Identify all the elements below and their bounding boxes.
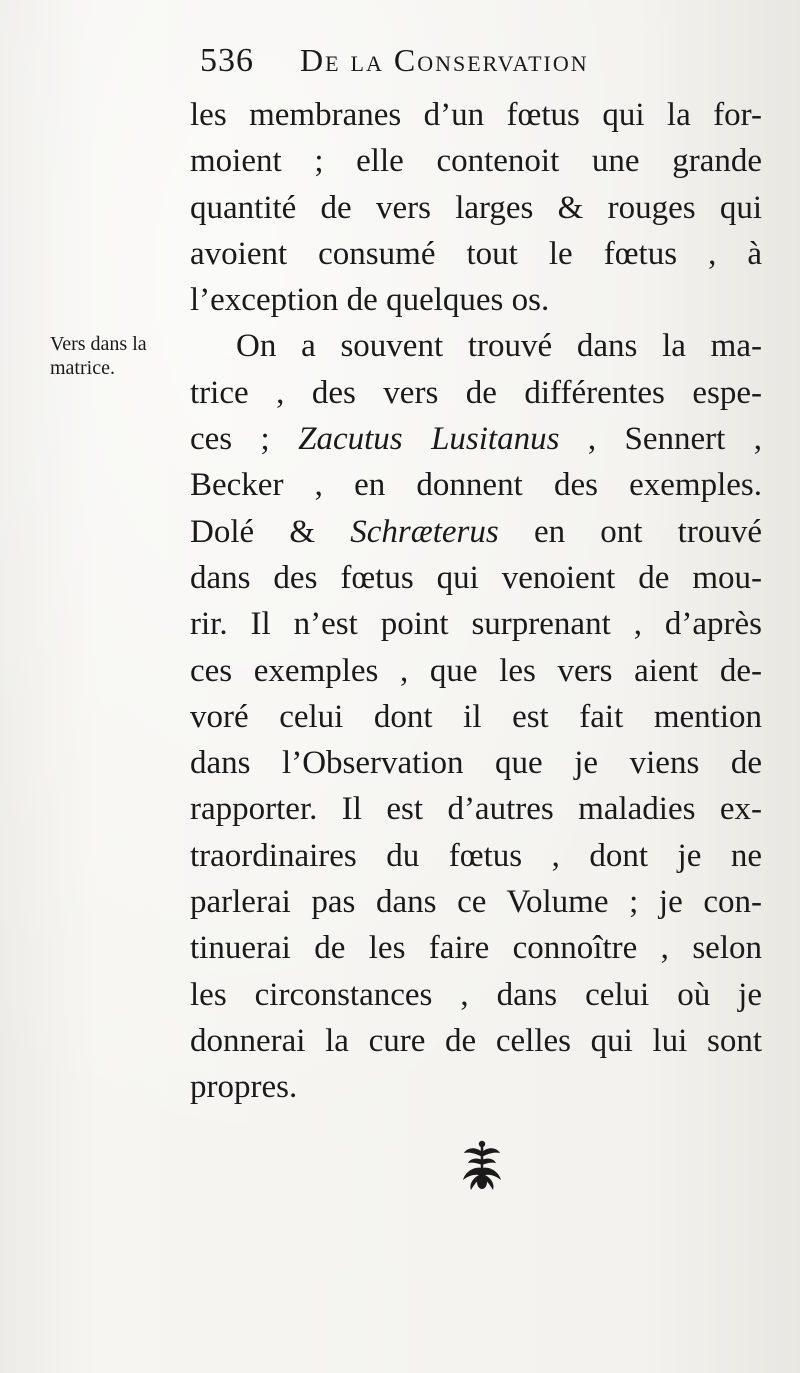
text-line: On a souvent trouvé dans la ma- [236, 328, 762, 365]
margin-note-line: matrice. [50, 357, 115, 379]
running-title: De la Conservation [300, 42, 589, 78]
text-line: ces ; Zacutus Lusitanus , Sennert , [190, 421, 762, 458]
author-name-italic: Schræterus [350, 513, 499, 550]
text-line: rapporter. Il est d’autres maladies ex- [190, 791, 762, 828]
fleuron-ornament-icon [459, 1138, 505, 1192]
text-line: les membranes d’un fœtus qui la for- [190, 97, 762, 133]
text-line: voré celui dont il est fait mention [190, 698, 762, 735]
body-text [190, 92, 762, 1111]
text-line: Dolé & Schræterus en ont trouvé [190, 513, 762, 550]
text-line: moient ; elle contenoit une grande [190, 143, 762, 180]
text-line: propres. [190, 1069, 298, 1106]
text-line: trice , des vers de différentes espe- [190, 374, 762, 411]
author-name-italic: Zacutus Lusitanus [298, 421, 560, 458]
margin-note-line: Vers dans la [50, 333, 147, 355]
text-line: Becker , en donnent des exemples. [190, 467, 762, 504]
text-line: quantité de vers larges & rouges qui [190, 189, 762, 226]
text-line: l’exception de quelques os. [190, 282, 550, 319]
page-number: 536 [200, 42, 254, 79]
page-header [200, 38, 790, 88]
text-line: dans l’Observation que je viens de [190, 745, 762, 782]
text-line: ces exemples , que les vers aient de- [190, 652, 762, 689]
text-line: les circonstances , dans celui où je [190, 976, 762, 1013]
text-line: tinuerai de les faire connoître , selon [190, 930, 762, 967]
text-line: dans des fœtus qui venoient de mou- [190, 559, 762, 596]
text-line: rir. Il n’est point surprenant , d’après [190, 606, 762, 643]
margin-note [50, 332, 190, 380]
text-line: donnerai la cure de celles qui lui sont [190, 1022, 762, 1059]
text-line: traordinaires du fœtus , dont je ne [190, 837, 762, 874]
text-line: avoient consumé tout le fœtus , à [190, 235, 762, 272]
text-line: parlerai pas dans ce Volume ; je con- [190, 884, 762, 921]
